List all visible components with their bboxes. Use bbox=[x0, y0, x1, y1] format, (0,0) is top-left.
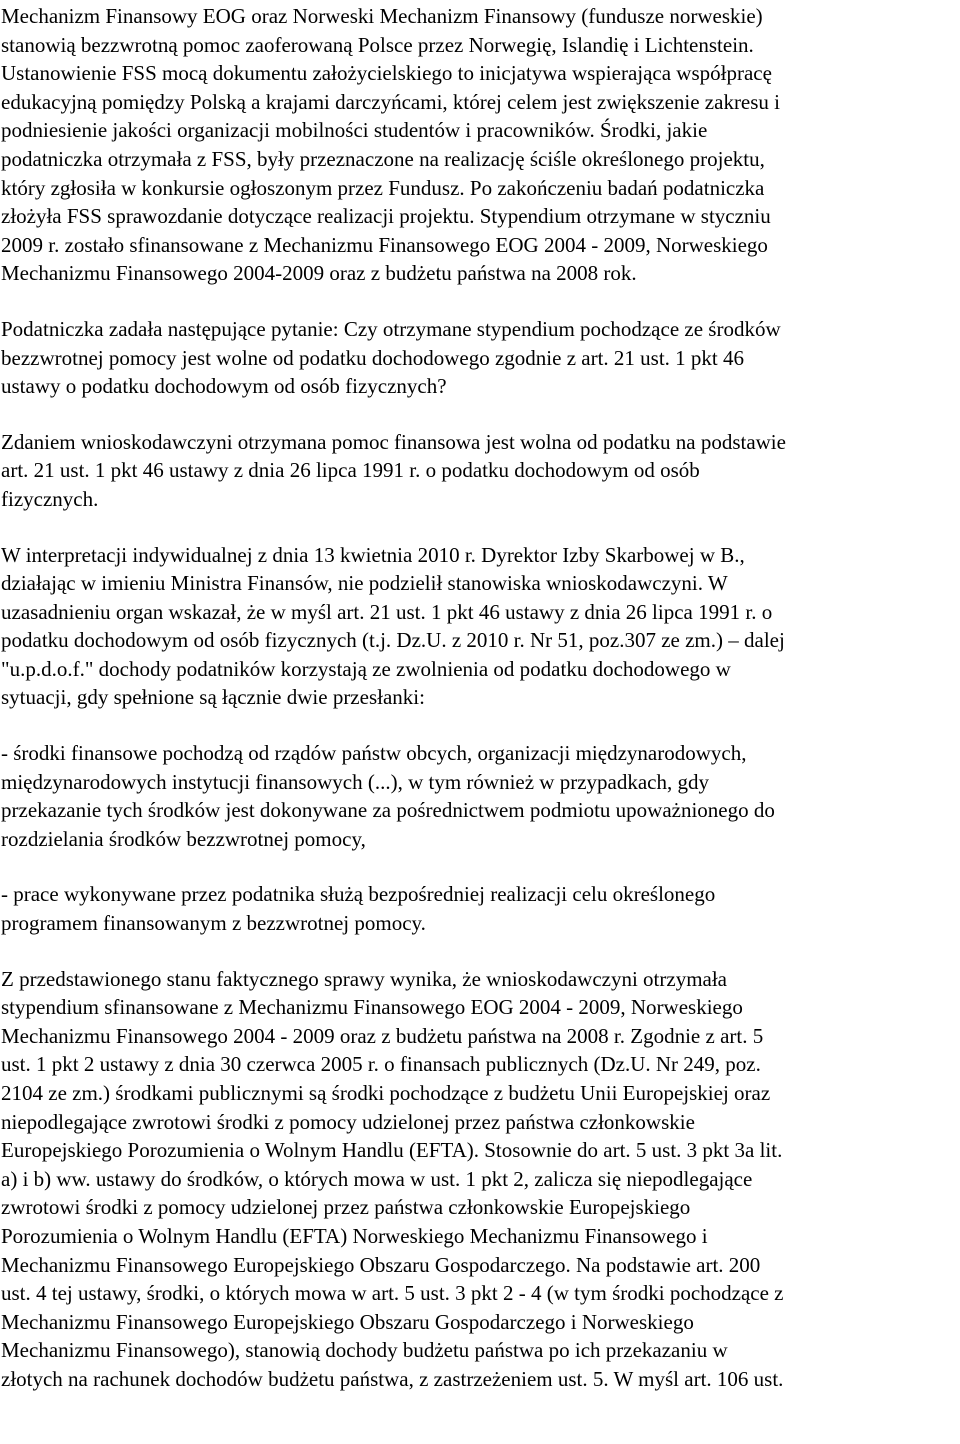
paragraph-spacer bbox=[1, 514, 960, 541]
text-line: Podatniczka zadała następujące pytanie: Czy otrzymane stypendium pochodzące ze środków bbox=[1, 316, 781, 341]
text-line: stanowią bezzwrotną pomoc zaoferowaną Polsce przez Norwegię, Islandię i Lichtenstein. bbox=[1, 32, 754, 57]
paragraph bbox=[1, 880, 960, 937]
text-line: "u.p.d.o.f." dochody podatników korzystają ze zwolnienia od podatku dochodowego w bbox=[1, 656, 731, 681]
text-line: Ustanowienie FSS mocą dokumentu założycielskiego to inicjatywa wspierająca współpracę bbox=[1, 61, 772, 86]
paragraph bbox=[1, 428, 960, 514]
text-line: - środki finansowe pochodzą od rządów państw obcych, organizacji międzynarodowych, bbox=[1, 741, 747, 766]
text-line: bezzwrotnej pomocy jest wolne od podatku dochodowego zgodnie z art. 21 ust. 1 pkt 46 bbox=[1, 345, 744, 370]
text-line: Europejskiego Porozumienia o Wolnym Handlu (EFTA). Stosownie do art. 5 ust. 3 pkt 3a lit. bbox=[1, 1138, 783, 1163]
text-line: Mechanizmu Finansowego 2004-2009 oraz z budżetu państwa na 2008 rok. bbox=[1, 261, 637, 286]
text-line: ust. 1 pkt 2 ustawy z dnia 30 czerwca 2005 r. o finansach publicznych (Dz.U. Nr 249, poz. bbox=[1, 1052, 761, 1077]
text-line: międzynarodowych instytucji finansowych (...), w tym również w przypadkach, gdy bbox=[1, 769, 709, 794]
text-line: niepodlegające zwrotowi środki z pomocy udzielonej przez państwa członkowskie bbox=[1, 1109, 695, 1134]
text-line: 2009 r. zostało sfinansowane z Mechanizmu Finansowego EOG 2004 - 2009, Norweskiego bbox=[1, 232, 768, 257]
text-line: podniesienie jakości organizacji mobilności studentów i pracowników. Środki, jakie bbox=[1, 118, 708, 143]
text-line: a) i b) ww. ustawy do środków, o których mowa w ust. 1 pkt 2, zalicza się niepodlegające bbox=[1, 1166, 753, 1191]
paragraph-spacer bbox=[1, 853, 960, 880]
text-line: ustawy o podatku dochodowym od osób fizycznych? bbox=[1, 374, 447, 399]
text-line: Mechanizmu Finansowego), stanowią dochody budżetu państwa po ich przekazaniu w bbox=[1, 1338, 728, 1363]
text-line: złożyła FSS sprawozdanie dotyczące realizacji projektu. Stypendium otrzymane w styczniu bbox=[1, 204, 771, 229]
text-line: Porozumienia o Wolnym Handlu (EFTA) Norweskiego Mechanizmu Finansowego i bbox=[1, 1223, 708, 1248]
text-line: programem finansowanym z bezzwrotnej pomocy. bbox=[1, 911, 426, 936]
text-line: Z przedstawionego stanu faktycznego sprawy wynika, że wnioskodawczyni otrzymała bbox=[1, 966, 728, 991]
text-line: działając w imieniu Ministra Finansów, nie podzielił stanowiska wnioskodawczyni. W bbox=[1, 571, 728, 596]
text-line: ust. 4 tej ustawy, środki, o których mowa w art. 5 ust. 3 pkt 2 - 4 (w tym środki pochodzące z bbox=[1, 1281, 784, 1306]
text-line: edukacyjną pomiędzy Polską a krajami darczyńcami, której celem jest zwiększenie zakresu i bbox=[1, 89, 781, 114]
paragraph-spacer bbox=[1, 712, 960, 739]
text-line: stypendium sfinansowane z Mechanizmu Finansowego EOG 2004 - 2009, Norweskiego bbox=[1, 995, 743, 1020]
text-line: który zgłosiła w konkursie ogłoszonym przez Fundusz. Po zakończeniu badań podatniczka bbox=[1, 175, 765, 200]
text-line: Zdaniem wnioskodawczyni otrzymana pomoc finansowa jest wolna od podatku na podstawie bbox=[1, 429, 786, 454]
text-line: Mechanizmu Finansowego Europejskiego Obszaru Gospodarczego i Norweskiego bbox=[1, 1309, 694, 1334]
text-line: - prace wykonywane przez podatnika służą bezpośredniej realizacji celu określonego bbox=[1, 882, 716, 907]
paragraph bbox=[1, 541, 960, 713]
text-line: 2104 ze zm.) środkami publicznymi są środki pochodzące z budżetu Unii Europejskiej oraz bbox=[1, 1081, 771, 1105]
text-line: Mechanizmu Finansowego 2004 - 2009 oraz z budżetu państwa na 2008 r. Zgodnie z art. 5 bbox=[1, 1023, 764, 1048]
paragraph-spacer bbox=[1, 938, 960, 965]
text-line: Mechanizmu Finansowego Europejskiego Obszaru Gospodarczego. Na podstawie art. 200 bbox=[1, 1252, 761, 1277]
paragraph bbox=[1, 965, 960, 1394]
paragraph bbox=[1, 739, 960, 853]
text-line: Mechanizm Finansowy EOG oraz Norweski Mechanizm Finansowy (fundusze norweskie) bbox=[1, 4, 763, 28]
text-line: sytuacji, gdy spełnione są łącznie dwie przesłanki: bbox=[1, 685, 425, 710]
text-line: art. 21 ust. 1 pkt 46 ustawy z dnia 26 lipca 1991 r. o podatku dochodowym od osób bbox=[1, 458, 700, 483]
text-line: złotych na rachunek dochodów budżetu państwa, z zastrzeżeniem ust. 5. W myśl art. 106 ust. bbox=[1, 1366, 784, 1391]
text-line: podatku dochodowym od osób fizycznych (t.j. Dz.U. z 2010 r. Nr 51, poz.307 ze zm.) – dalej bbox=[1, 628, 785, 653]
text-line: W interpretacji indywidualnej z dnia 13 kwietnia 2010 r. Dyrektor Izby Skarbowej w B., bbox=[1, 542, 745, 567]
text-line: uzasadnieniu organ wskazał, że w myśl art. 21 ust. 1 pkt 46 ustawy z dnia 26 lipca 1991 r. o bbox=[1, 599, 773, 624]
text-line: podatniczka otrzymała z FSS, były przeznaczone na realizację ściśle określonego projektu, bbox=[1, 146, 765, 171]
text-line: fizycznych. bbox=[1, 486, 99, 511]
paragraph-spacer bbox=[1, 401, 960, 428]
text-line: zwrotowi środki z pomocy udzielonej przez państwa członkowskie Europejskiego bbox=[1, 1195, 691, 1220]
text-line: przekazanie tych środków jest dokonywane za pośrednictwem podmiotu upoważnionego do bbox=[1, 798, 775, 823]
paragraph-spacer bbox=[1, 288, 960, 315]
text-line: rozdzielania środków bezzwrotnej pomocy, bbox=[1, 826, 366, 851]
paragraph bbox=[1, 315, 960, 401]
paragraph bbox=[1, 2, 960, 288]
